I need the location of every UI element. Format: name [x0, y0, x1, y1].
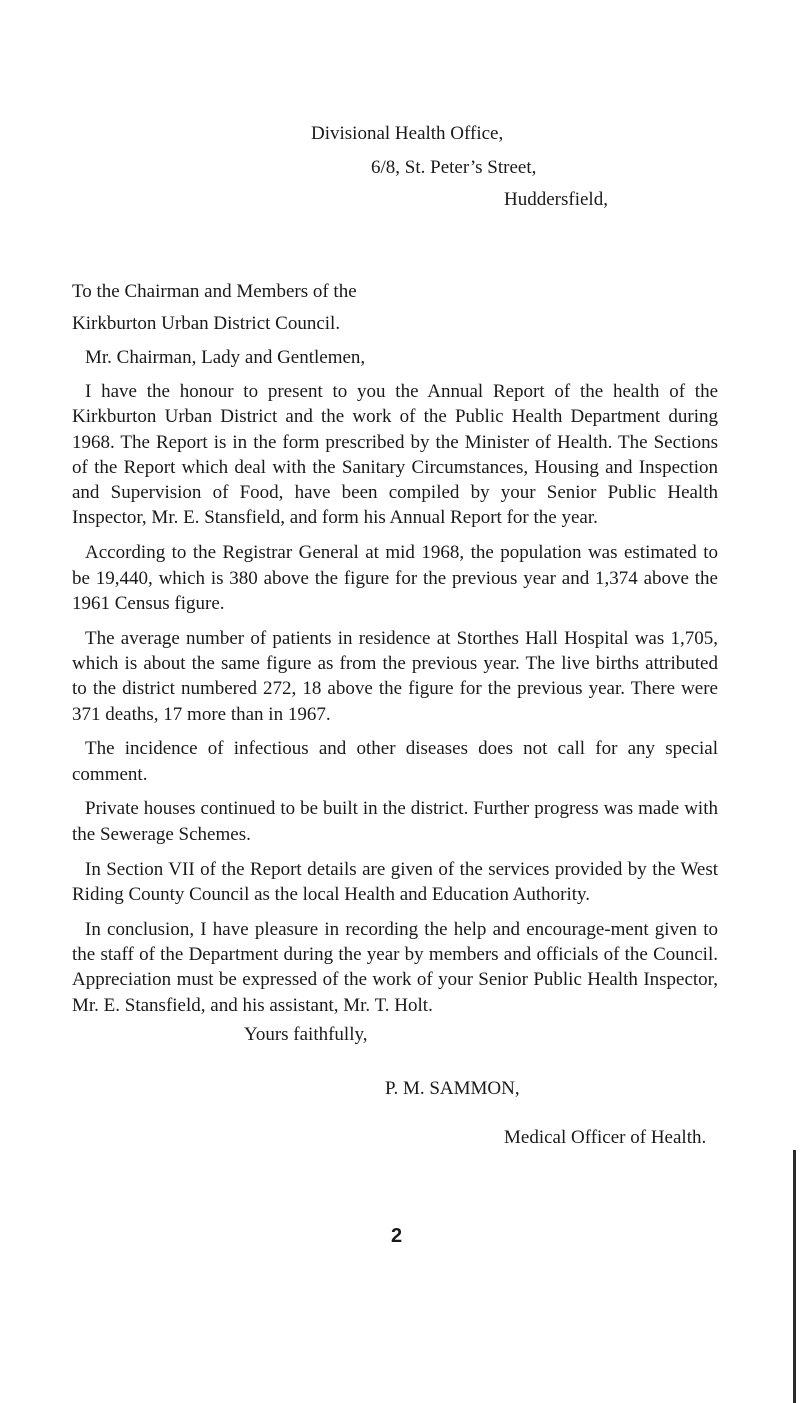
greeting: Mr. Chairman, Lady and Gentlemen,	[85, 347, 366, 368]
addressee-line-1: To the Chairman and Members of the	[72, 281, 357, 302]
sender-address-line-3: Huddersfield,	[504, 189, 608, 210]
signer-title: Medical Officer of Health.	[504, 1127, 707, 1148]
paragraph-population: According to the Registrar General at mid 1968, the population was estimated to be 19,440, which is 380 above the figure for the previous year and 1,374 above the 1961 Census figure.	[72, 542, 718, 614]
sender-address-line-2: 6/8, St. Peter’s Street,	[371, 157, 537, 178]
letter-body	[72, 379, 718, 1027]
scan-edge-line	[793, 1150, 796, 1403]
addressee-line-2: Kirkburton Urban District Council.	[72, 313, 341, 334]
paragraph-introduction: I have the honour to present to you the Annual Report of the health of the Kirkburton Urban District and the work of the Public Health Department during 1968. The Report is in the form prescribed by the Minister of Health. The Sections of the Report which deal with the Sanitary Circumstances, Housing and Inspection and Supervision of Food, have been compiled by your Senior Public Health Inspector, Mr. E. Stansfield, and form his Annual Report for the year.	[72, 381, 718, 529]
paragraph-housing-sewerage: Private houses continued to be built in the district. Further progress was made with the Sewerage Schemes.	[72, 798, 718, 845]
sender-address-line-1: Divisional Health Office,	[311, 123, 504, 144]
paragraph-county-services: In Section VII of the Report details are given of the services provided by the West Riding County Council as the local Health and Education Authority.	[72, 858, 718, 905]
valediction: Yours faithfully,	[244, 1024, 368, 1045]
paragraph-infectious-diseases: The incidence of infectious and other diseases does not call for any special comment.	[72, 738, 718, 785]
paragraph-hospital-births-deaths: The average number of patients in residence at Storthes Hall Hospital was 1,705, which is about the same figure as from the previous year. The live births attributed to the district numbered 272, 18 above the figure for the previous year. There were 371 deaths, 17 more than in 1967.	[72, 627, 718, 725]
page-number: 2	[391, 1225, 403, 1247]
signer-name: P. M. SAMMON,	[385, 1078, 520, 1099]
paragraph-conclusion: In conclusion, I have pleasure in recording the help and encourage-ment given to the staff of the Department during the year by members and officials of the Council. Appreciation must be expressed of the work of your Senior Public Health Inspector, Mr. E. Stansfield, and his assistant, Mr. T. Holt.	[72, 918, 718, 1016]
